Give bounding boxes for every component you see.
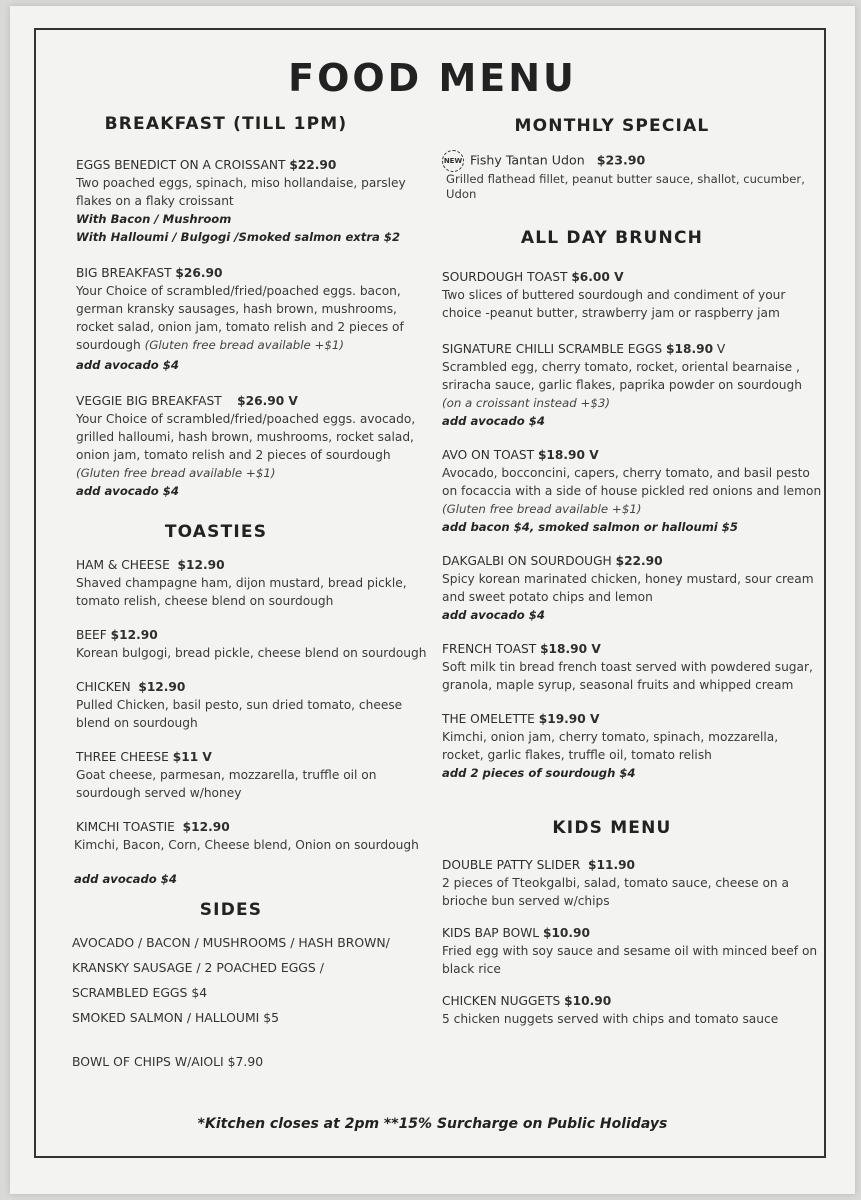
item-description: Pulled Chicken, basil pesto, sun dried tomato, cheese blend on sourdough (76, 698, 403, 730)
item-price: $6.00 V (571, 270, 624, 284)
item-name: EGGS BENEDICT ON A CROISSANT (76, 158, 286, 172)
menu-sheet (10, 6, 855, 1194)
item-description: Kimchi, Bacon, Corn, Cheese blend, Onion on sourdough (74, 838, 419, 852)
item-description: Grilled flathead fillet, peanut butter sauce, shallot, cucumber, Udon (446, 172, 805, 201)
monthly-special-heading: MONTHLY SPECIAL (514, 116, 710, 136)
breakfast-heading: BREAKFAST (TILL 1PM) (104, 114, 348, 134)
item-price: $11 V (172, 750, 212, 764)
item-name: VEGGIE BIG BREAKFAST (76, 394, 222, 408)
gluten-free-note: (Gluten free bread available +$1) (442, 502, 642, 516)
monthly-special-item (442, 150, 822, 202)
vegetarian-mark: V (716, 342, 726, 356)
item-description: 2 pieces of Tteokgalbi, salad, tomato sauce, cheese on a brioche bun served w/chips (442, 876, 789, 908)
menu-item-kimchi-toastie (76, 818, 436, 854)
item-name: Fishy Tantan Udon (470, 152, 585, 168)
sides-heading: SIDES (199, 900, 263, 920)
menu-item-kids-bap-bowl (442, 924, 822, 978)
item-price: $23.90 (596, 152, 646, 168)
left-column (72, 114, 436, 1071)
menu-item-french-toast (442, 640, 822, 694)
all-day-brunch-heading: ALL DAY BRUNCH (520, 228, 704, 248)
item-name: DOUBLE PATTY SLIDER (442, 858, 581, 872)
item-option: add bacon $4, smoked salmon or halloumi $5 (442, 520, 738, 534)
item-description: Shaved champagne ham, dijon mustard, bread pickle, tomato relish, cheese blend on sourdough (76, 576, 407, 608)
menu-item-dakgalbi (442, 552, 822, 624)
kids-menu-heading: KIDS MENU (552, 818, 672, 838)
item-description: Your Choice of scrambled/fried/poached eggs. avocado, grilled halloumi, hash brown, mushrooms, rocket salad, onion jam, tomato relish and 2 pieces of sourdough (76, 412, 416, 462)
item-description: Fried egg with soy sauce and sesame oil with minced beef on black rice (442, 944, 818, 976)
item-price: $18.90 V (540, 642, 601, 656)
item-price: $26.90 V (237, 394, 298, 408)
item-option: add avocado $4 (442, 414, 545, 428)
item-price: $12.90 (182, 820, 230, 834)
item-option: add 2 pieces of sourdough $4 (442, 766, 636, 780)
item-name: CHICKEN (76, 680, 131, 694)
item-description: Two poached eggs, spinach, miso hollandaise, parsley flakes on a flaky croissant (76, 176, 406, 208)
item-price: $18.90 (666, 342, 714, 356)
item-option: add avocado $4 (76, 484, 179, 498)
menu-item-double-patty-slider (442, 856, 822, 910)
item-description: 5 chicken nuggets served with chips and tomato sauce (442, 1012, 779, 1026)
menu-item-ham-cheese (76, 556, 436, 610)
menu-item-omelette (442, 710, 822, 782)
item-name: AVO ON TOAST (442, 448, 535, 462)
item-description: Soft milk tin bread french toast served with powdered sugar, granola, maple syrup, seasonal fruits and whipped cream (442, 660, 813, 692)
item-name: SIGNATURE CHILLI SCRAMBLE EGGS (442, 342, 663, 356)
item-name: KIDS BAP BOWL (442, 926, 540, 940)
sides-list (72, 934, 436, 1071)
item-price: $11.90 (588, 858, 636, 872)
item-name: SOURDOUGH TOAST (442, 270, 568, 284)
item-name: KIMCHI TOASTIE (76, 820, 175, 834)
toasties-addon-note: add avocado $4 (74, 872, 177, 886)
menu-item-big-breakfast (76, 264, 436, 374)
gluten-free-note: (Gluten free bread available +$1) (144, 338, 345, 352)
item-name: THREE CHEESE (76, 750, 169, 764)
sides-line: SCRAMBLED EGGS $4 (72, 985, 208, 1000)
item-price: $10.90 (564, 994, 612, 1008)
menu-item-chicken (76, 678, 436, 732)
item-name: DAKGALBI ON SOURDOUGH (442, 554, 612, 568)
item-option: add avocado $4 (76, 358, 179, 372)
menu-item-chilli-scramble (442, 340, 822, 430)
sides-line: KRANSKY SAUSAGE / 2 POACHED EGGS / (72, 960, 324, 975)
item-description: Goat cheese, parmesan, mozzarella, truffle oil on sourdough served w/honey (76, 768, 377, 800)
sides-line: SMOKED SALMON / HALLOUMI $5 (72, 1010, 280, 1025)
menu-title: FOOD MENU (288, 56, 577, 100)
item-price: $22.90 (615, 554, 663, 568)
item-price: $22.90 (289, 158, 337, 172)
sides-line: AVOCADO / BACON / MUSHROOMS / HASH BROWN/ (72, 935, 390, 950)
new-badge-icon: NEW (442, 150, 464, 172)
item-description: Korean bulgogi, bread pickle, cheese blend on sourdough (76, 646, 427, 660)
item-name: HAM & CHEESE (76, 558, 170, 572)
item-description: Spicy korean marinated chicken, honey mustard, sour cream and sweet potato chips and lemon (442, 572, 814, 604)
item-description: Avocado, bocconcini, capers, cherry tomato, and basil pesto on focaccia with a side of house pickled red onions and lemon (442, 466, 822, 498)
item-price: $12.90 (110, 628, 158, 642)
item-description: Your Choice of scrambled/fried/poached eggs. bacon, german kransky sausages, hash brown, mushrooms, rocket salad, onion jam, tomato relish and 2 pieces of sourdough (76, 284, 404, 352)
right-column (442, 116, 822, 1028)
item-option: With Halloumi / Bulgogi /Smoked salmon extra $2 (76, 230, 401, 244)
menu-item-chicken-nuggets (442, 992, 822, 1028)
toasties-heading: TOASTIES (164, 522, 268, 542)
menu-item-three-cheese (76, 748, 436, 802)
item-price: $12.90 (138, 680, 186, 694)
item-option: add avocado $4 (442, 608, 545, 622)
item-description: Two slices of buttered sourdough and condiment of your choice -peanut butter, strawberry jam or raspberry jam (442, 288, 786, 320)
croissant-note: (on a croissant instead +$3) (442, 396, 610, 410)
menu-item-eggs-benedict (76, 156, 436, 246)
menu-item-beef (76, 626, 436, 662)
item-price: $10.90 (542, 926, 590, 940)
item-name: CHICKEN NUGGETS (442, 994, 561, 1008)
item-price: $12.90 (177, 558, 225, 572)
item-name: FRENCH TOAST (442, 642, 537, 656)
item-price: $19.90 V (538, 712, 600, 726)
item-price: $18.90 V (537, 448, 599, 462)
item-name: BEEF (76, 628, 107, 642)
menu-footer-note: *Kitchen closes at 2pm **15% Surcharge on Public Holidays (197, 1116, 668, 1132)
menu-item-avo-on-toast (442, 446, 822, 536)
item-price: $26.90 (175, 266, 223, 280)
item-option: With Bacon / Mushroom (76, 212, 232, 226)
item-description: Scrambled egg, cherry tomato, rocket, oriental bearnaise , sriracha sauce, garlic flakes, paprika powder on sourdough (442, 360, 802, 392)
bowl-of-chips: BOWL OF CHIPS W/AIOLI $7.90 (72, 1054, 264, 1069)
item-name: THE OMELETTE (442, 712, 535, 726)
item-description: Kimchi, onion jam, cherry tomato, spinach, mozzarella, rocket, garlic flakes, truffle oil, tomato relish (442, 730, 779, 762)
menu-item-veggie-big-breakfast (76, 392, 436, 500)
item-name: BIG BREAKFAST (76, 266, 172, 280)
menu-item-sourdough-toast (442, 268, 822, 322)
gluten-free-note: (Gluten free bread available +$1) (76, 466, 276, 480)
